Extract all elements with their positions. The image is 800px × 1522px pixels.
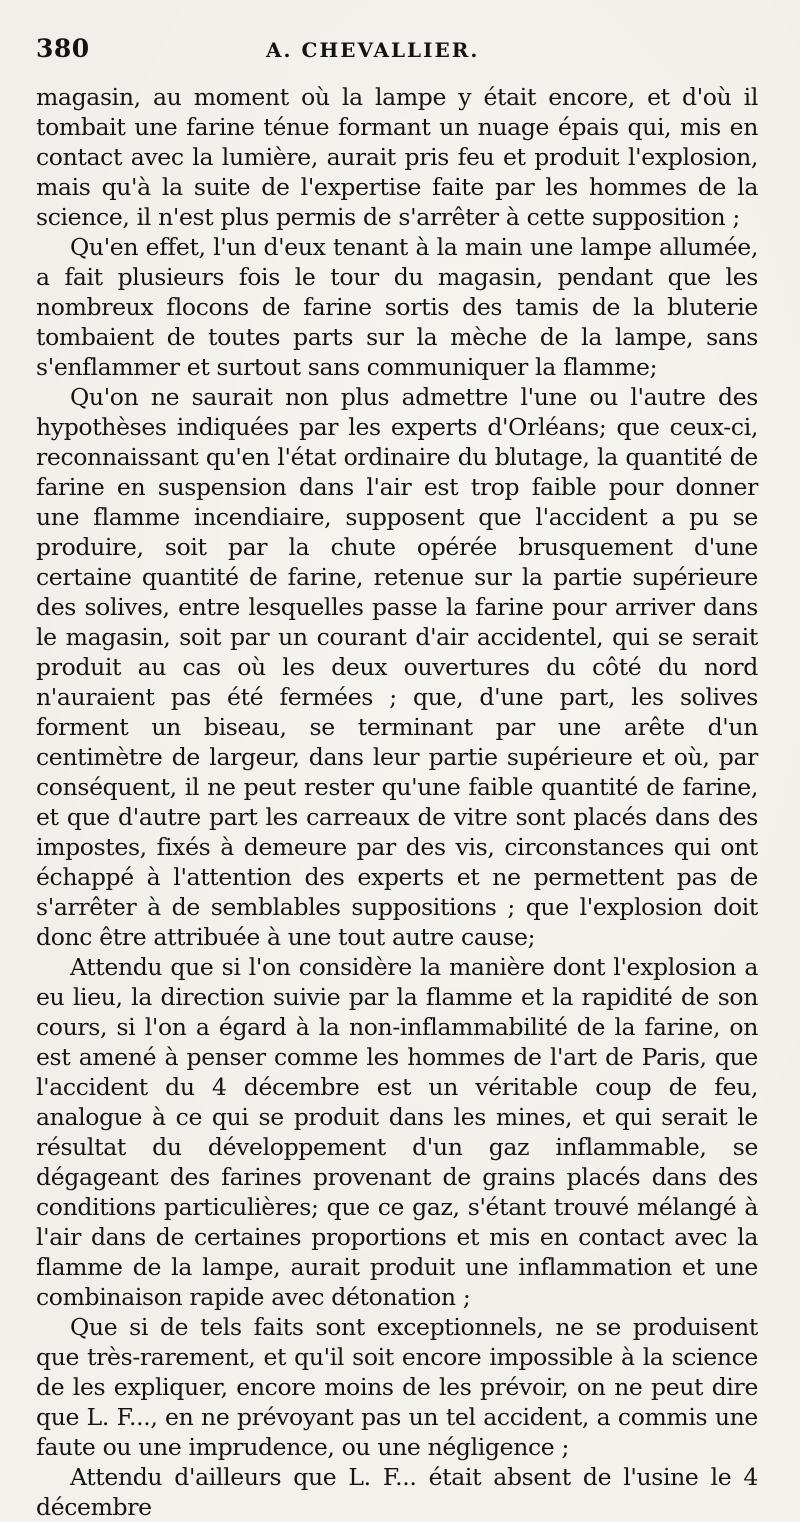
paragraph: Attendu d'ailleurs que L. F... était absent de l'usine le 4 décembre: [36, 1463, 758, 1521]
running-head: A. CHEVALLIER.: [266, 38, 480, 62]
paragraph: Qu'on ne saurait non plus admettre l'une ou l'autre des hypothèses indiquées par les experts d'Orléans; que ceux-ci, reconnaissant qu'en l'état ordinaire du blutage, la quantité de farine en suspension dans l'air est trop faible pour donner une flamme incendiaire, supposent que l'accident a pu se produire, soit par la chute opérée brusquement d'une certaine quantité de farine, retenue sur la partie supérieure des solives, entre lesquelles passe la farine pour arriver dans le magasin, soit par un courant d'air accidentel, qui se serait produit au cas où les deux ouvertures du côté du nord n'auraient pas été fermées ; que, d'une part, les solives forment un biseau, se terminant par une arête d'un centimètre de largeur, dans leur partie supérieure et où, par conséquent, il ne peut rester qu'une faible quantité de farine, et que d'autre part les carreaux de vitre sont placés dans des impostes, fixés à demeure par des vis, circonstances qui ont échappé à l'attention des experts et ne permettent pas de s'arrêter à de semblables suppositions ; que l'explosion doit donc être attribuée à une tout autre cause;: [36, 383, 758, 951]
body-text: [36, 82, 758, 1522]
paragraph: Que si de tels faits sont exceptionnels, ne se produisent que très-rarement, et qu'il soit encore impossible à la science de les expliquer, encore moins de les prévoir, on ne peut dire que L. F..., en ne prévoyant pas un tel accident, a commis une faute ou une imprudence, ou une négligence ;: [36, 1313, 758, 1461]
page-header: [36, 34, 758, 74]
paragraph-continuation: magasin, au moment où la lampe y était encore, et d'où il tombait une farine ténue formant un nuage épais qui, mis en contact avec la lumière, aurait pris feu et produit l'explosion, mais qu'à la suite de l'expertise faite par les hommes de la science, il n'est plus permis de s'arrêter à cette supposition ;: [36, 83, 758, 231]
page-number: 380: [36, 34, 90, 63]
paragraph: Qu'en effet, l'un d'eux tenant à la main une lampe allumée, a fait plusieurs fois le tour du magasin, pendant que les nombreux flocons de farine sortis des tamis de la bluterie tombaient de toutes parts sur la mèche de la lampe, sans s'enflammer et surtout sans communiquer la flamme;: [36, 233, 758, 381]
paragraph: Attendu que si l'on considère la manière dont l'explosion a eu lieu, la direction suivie par la flamme et la rapidité de son cours, si l'on a égard à la non-inflammabilité de la farine, on est amené à penser comme les hommes de l'art de Paris, que l'accident du 4 décembre est un véritable coup de feu, analogue à ce qui se produit dans les mines, et qui serait le résultat du développement d'un gaz inflammable, se dégageant des farines provenant de grains placés dans des conditions particulières; que ce gaz, s'étant trouvé mélangé à l'air dans de certaines proportions et mis en contact avec la flamme de la lampe, aurait produit une inflammation et une combinaison rapide avec détonation ;: [36, 953, 758, 1311]
